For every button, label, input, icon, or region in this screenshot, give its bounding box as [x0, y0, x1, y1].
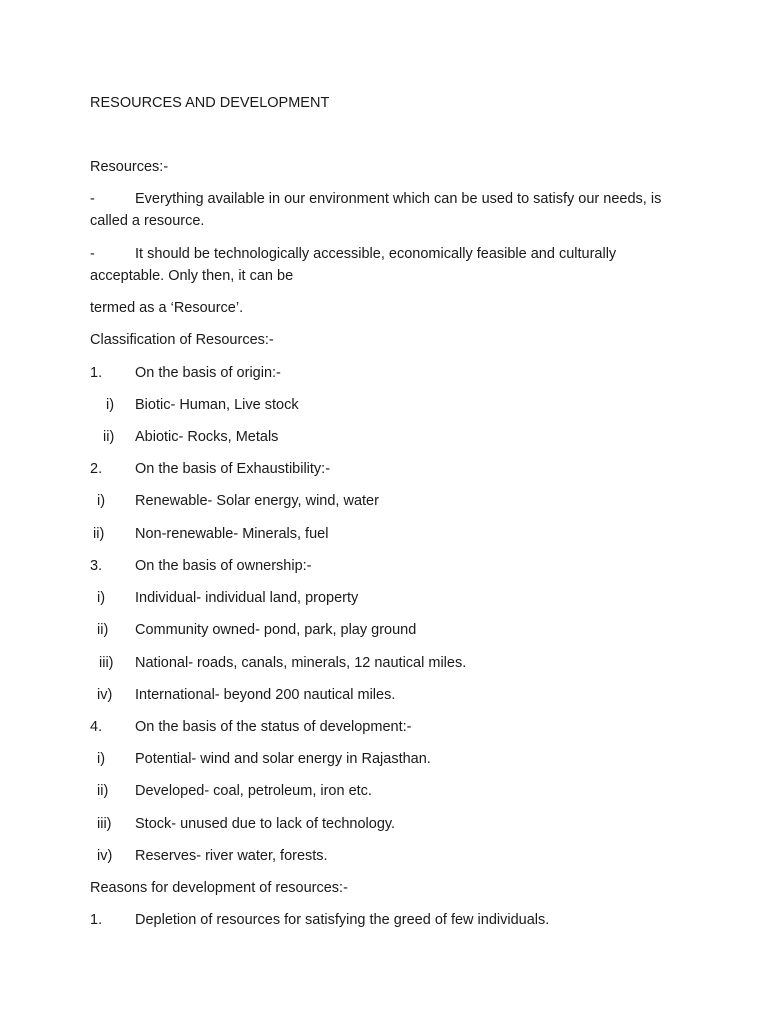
item-number: i): [106, 397, 115, 413]
definition-text: Everything available in our environment which can be used to satisfy our needs, is: [135, 191, 662, 207]
item-number: ii): [103, 429, 115, 445]
reason-item: Depletion of resources for satisfying the greed of few individuals.: [135, 912, 550, 928]
list-item: Biotic- Human, Live stock: [135, 397, 299, 413]
section-heading: On the basis of Exhaustibility:-: [135, 461, 331, 477]
item-number: i): [97, 493, 106, 509]
section-heading: On the basis of the status of development:-: [135, 719, 412, 735]
reason-number: 1.: [90, 912, 103, 928]
item-number: i): [97, 751, 106, 767]
section-number: 1.: [90, 365, 103, 381]
item-number: iii): [99, 655, 114, 671]
section-heading: On the basis of ownership:-: [135, 558, 312, 574]
list-item: Renewable- Solar energy, wind, water: [135, 493, 379, 509]
item-number: ii): [93, 526, 105, 542]
reasons-heading: Reasons for development of resources:-: [90, 880, 348, 896]
item-number: ii): [97, 783, 109, 799]
resources-heading: Resources:-: [90, 159, 169, 175]
section-heading: On the basis of origin:-: [135, 365, 281, 381]
item-number: iii): [97, 816, 112, 832]
item-number: ii): [97, 622, 109, 638]
classification-heading: Classification of Resources:-: [90, 332, 274, 348]
list-item: Developed- coal, petroleum, iron etc.: [135, 783, 372, 799]
section-number: 3.: [90, 558, 103, 574]
page-title: RESOURCES AND DEVELOPMENT: [90, 95, 330, 111]
item-number: iv): [97, 687, 113, 703]
section-number: 4.: [90, 719, 103, 735]
termed-line: termed as a ‘Resource’.: [90, 300, 244, 316]
list-item: Abiotic- Rocks, Metals: [135, 429, 279, 445]
list-item: Reserves- river water, forests.: [135, 848, 328, 864]
item-number: iv): [97, 848, 113, 864]
list-item: Non-renewable- Minerals, fuel: [135, 526, 329, 542]
section-number: 2.: [90, 461, 103, 477]
definition-text-continued: acceptable. Only then, it can be: [90, 268, 294, 284]
list-item: National- roads, canals, minerals, 12 nautical miles.: [135, 655, 467, 671]
definition-marker: -: [90, 246, 95, 262]
definition-marker: -: [90, 191, 95, 207]
item-number: i): [97, 590, 106, 606]
list-item: Individual- individual land, property: [135, 590, 359, 606]
list-item: Potential- wind and solar energy in Rajasthan.: [135, 751, 431, 767]
list-item: Community owned- pond, park, play ground: [135, 622, 417, 638]
definition-text-continued: called a resource.: [90, 213, 205, 229]
list-item: Stock- unused due to lack of technology.: [135, 816, 396, 832]
list-item: International- beyond 200 nautical miles.: [135, 687, 396, 703]
definition-text: It should be technologically accessible, economically feasible and culturally: [135, 246, 617, 262]
